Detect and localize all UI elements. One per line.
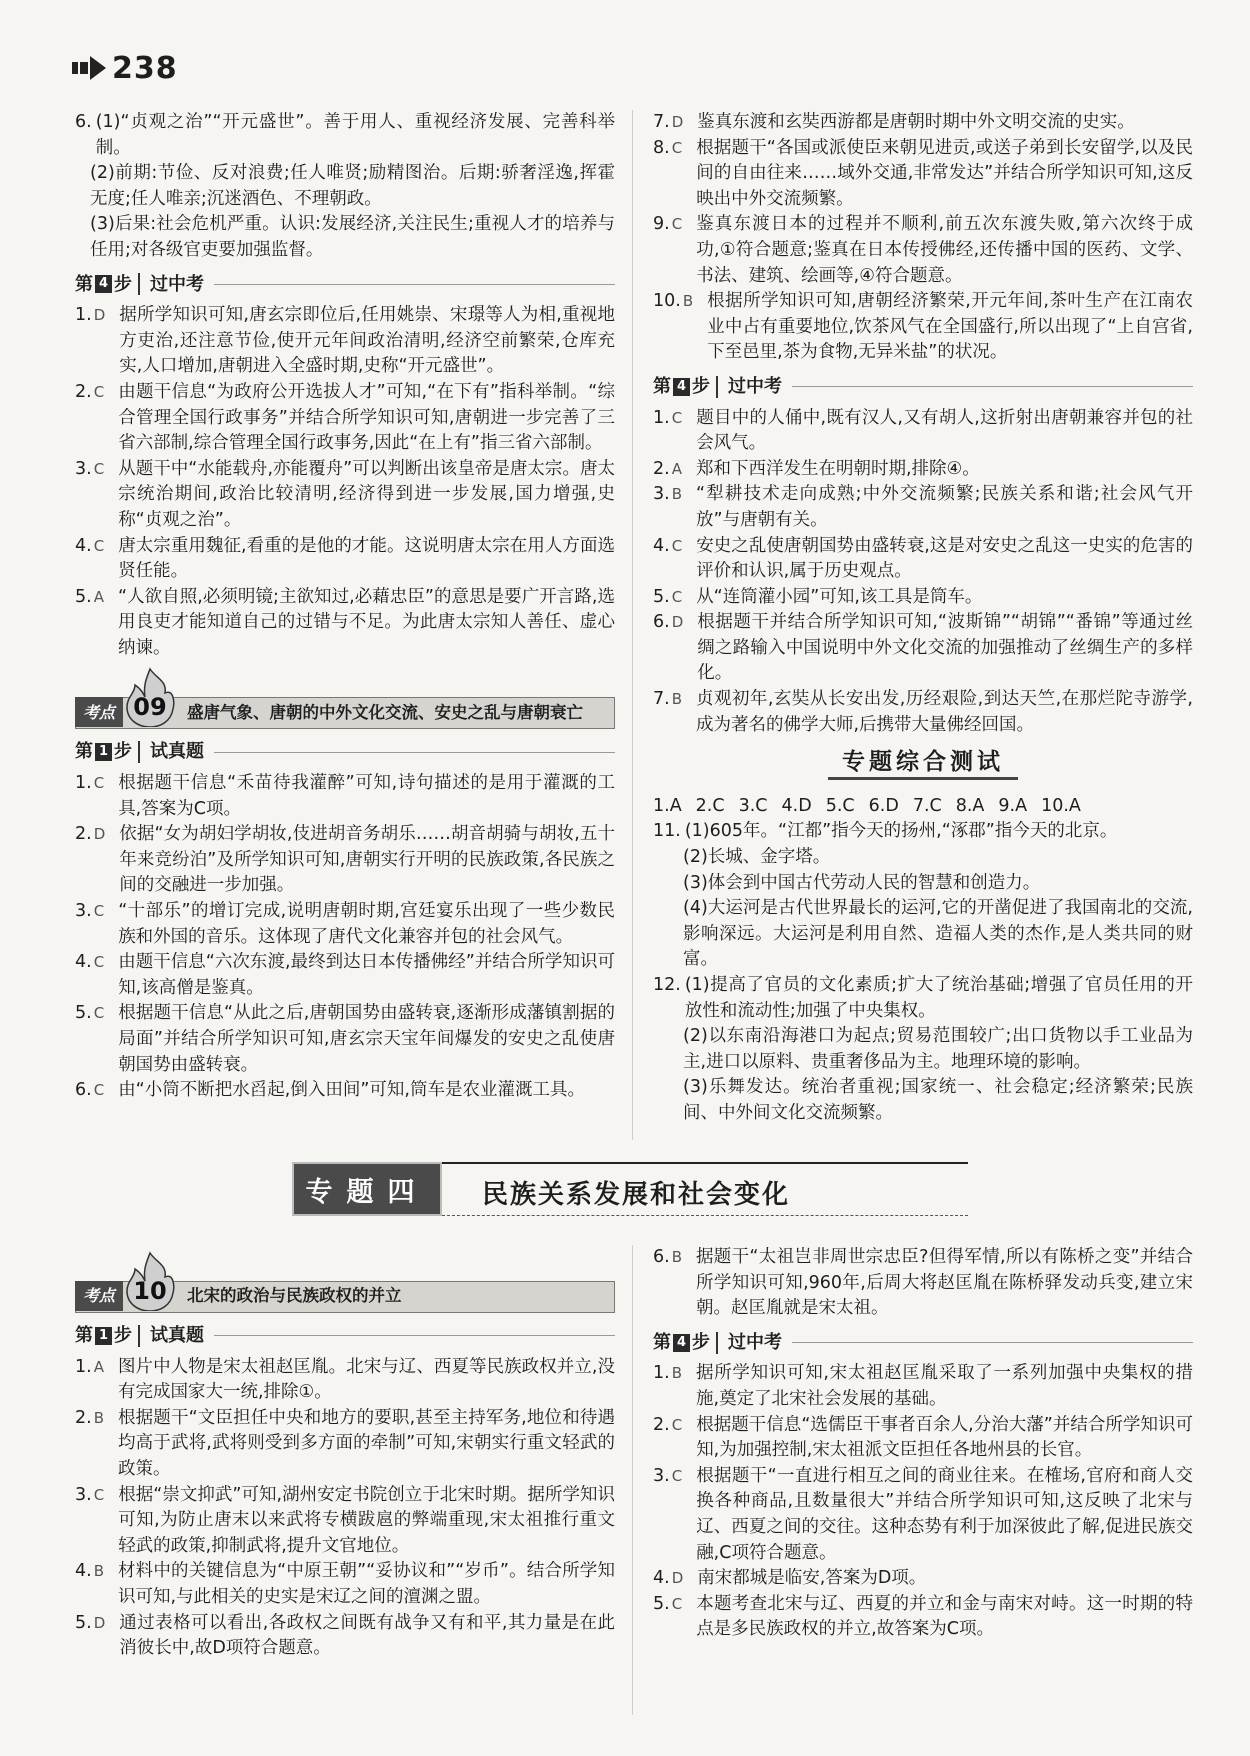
item-answer: A [93,587,104,606]
item-text: 依据“女为胡妇学胡妆,伎进胡音务胡乐……胡音胡骑与胡妆,五十年来竞纷泊”及所学知识可知,唐朝实行开明的民族政策,各民族之间的交融进一步加强。 [119,824,615,896]
item-answer: C [671,215,683,234]
item-text: (2)前期:节俭、反对浪费;任人唯贤;励精图治。后期:骄奢淫逸,挥霍无度;任人唯亲;沉迷酒色、不理朝政。 [90,163,615,209]
item-number: 4. [75,535,92,556]
step-suffix: 步 [692,375,711,397]
divider [214,284,615,285]
step-suffix: 步 [114,741,133,763]
item-number: 3. [75,901,92,922]
answer-item [653,136,1193,213]
kaodian-number: 09 [133,693,167,722]
item-answer: C [93,774,105,793]
item-text: 材料中的关键信息为“中原王朝”“妥协议和”“岁币”。结合所学知识可知,与此相关的史实是宋辽之间的澶渊之盟。 [118,1561,615,1607]
item-number: 4. [653,1568,670,1589]
answer-key: 9.A [998,795,1028,816]
answer-item [75,303,615,380]
item-number: 3. [75,458,92,479]
item-text: 根据题干信息“选儒臣干事者百余人,分治大藩”并结合所学知识可知,为加强控制,宋太祖派文臣担任各地州县的长官。 [696,1414,1193,1461]
divider [442,1215,968,1216]
answer-item [75,110,615,161]
answer-item [75,1611,615,1662]
item-number: 5. [653,1593,670,1614]
step-number: 1 [95,1327,112,1345]
item-number: 2. [75,1407,92,1428]
item-text: 唐太宗重用魏征,看重的是他的才能。这说明唐太宗在用人方面选贤任能。 [118,535,615,582]
kaodian-title: 北宋的政治与民族政权的并立 [187,1286,402,1306]
arrow-icon [72,56,106,80]
item-text: (3)体会到中国古代劳动人民的智慧和创造力。 [683,872,1041,893]
item-number: 4. [653,535,670,556]
divider [138,273,140,295]
right-column-bottom [653,1245,1193,1643]
item-text: 图片中人物是宋太祖赵匡胤。北宋与辽、西夏等民族政权并立,没有完成国家大一统,排除①。 [117,1356,615,1403]
item-number: 6. [75,112,92,132]
step-header [653,1330,1193,1356]
answer-item [653,973,1193,1024]
item-answer: C [671,138,683,157]
column-divider [632,110,633,1140]
answer-key: 6.D [868,795,899,816]
step-prefix: 第 [653,375,671,397]
right-column-top [653,110,1193,1127]
item-text: 根据题干并结合所学知识可知,“波斯锦”“胡锦”“番锦”等通过丝绸之路输入中国说明中外文化交流的加强推动了丝绸生产的多样化。 [697,612,1193,684]
item-number: 7. [653,689,670,710]
kaodian-number: 10 [133,1277,167,1305]
item-answer: B [93,1408,104,1427]
item-text: (1)“贞观之治”“开元盛世”。善于用人、重视经济发展、完善科举制。 [95,112,615,158]
answer-key-row [653,794,1193,820]
item-text: 安史之乱使唐朝国势由盛转衰,这是对安史之乱这一史实的危害的评价和认识,属于历史观点。 [696,535,1193,582]
answer-item [75,1078,615,1104]
item-text: (2)长城、金字塔。 [683,847,831,868]
kaodian-label: 考点 [75,1281,123,1311]
item-answer: C [671,536,683,555]
step-label: 过中考 [728,1331,783,1353]
item-answer: C [671,1466,683,1485]
item-number: 1. [653,1363,670,1384]
item-answer: D [671,113,684,131]
item-text: 贞观初年,玄奘从长安出发,历经艰险,到达天竺,在那烂陀寺游学,成为著名的佛学大师,后携带大量佛经回国。 [696,689,1193,735]
answer-item [653,610,1193,687]
item-number: 3. [75,1484,92,1505]
item-text: (3)后果:社会危机严重。认识:发展经济,关注民生;重视人才的培养与任用;对各级官吏要加强监督。 [90,214,615,260]
answer-item [75,899,615,950]
item-answer: C [93,902,105,921]
answer-item [75,1559,615,1610]
item-text: 郑和下西洋发生在明朝时期,排除④。 [695,458,980,479]
kaodian-label: 考点 [75,697,123,727]
divider [792,386,1193,387]
answer-item [75,950,615,1001]
answer-item [653,457,1193,483]
page-number-block [72,48,178,88]
item-answer: B [671,1248,682,1266]
answer-item [653,534,1193,585]
answer-item [75,380,615,457]
item-text: 根据“崇文抑武”可知,湖州安定书院创立于北宋时期。据所学知识可知,为防止唐末以来武将专横跋扈的弊端重现,宋太祖推行重文轻武的政策,抑制武将,提升文官地位。 [118,1484,615,1556]
item-answer: C [671,408,683,427]
item-answer: D [93,306,106,325]
item-text: 由题干信息“六次东渡,最终到达日本传播佛经”并结合所学知识可知,该高僧是鉴真。 [118,952,615,998]
step-prefix: 第 [75,741,93,763]
left-column-top [75,110,615,1104]
item-number: 5. [75,1612,92,1633]
divider [214,1335,615,1336]
item-text: “十部乐”的增订完成,说明唐朝时期,宫廷宴乐出现了一些少数民族和外国的音乐。这体现了唐代文化兼容并包的社会风气。 [118,901,615,947]
item-number: 1. [75,1356,92,1377]
item-answer: B [93,1562,104,1581]
answer-item [653,585,1193,611]
answer-key: 5.C [825,795,855,816]
column-divider [632,1245,633,1715]
answer-item [653,1566,1193,1592]
answer-item [75,771,615,822]
item-answer: B [671,485,682,504]
step-number: 1 [95,743,112,761]
item-answer: C [93,1004,105,1023]
item-text: 据所学知识可知,唐玄宗即位后,任用姚崇、宋璟等人为相,重视地方吏治,还注意节俭,使开元年间政治清明,经济空前繁荣,仓库充实,人口增加,唐朝进入全盛时期,史称“开元盛世”。 [119,305,615,377]
answer-item [653,482,1193,533]
page-number: 238 [112,50,178,86]
item-text: 南宋都城是临安,答案为D项。 [697,1568,927,1589]
step-prefix: 第 [75,1325,93,1346]
item-answer: C [93,1485,105,1504]
item-answer: D [93,825,106,844]
step-number: 4 [95,275,112,293]
item-number: 5. [75,1003,92,1024]
topic-banner [292,1148,968,1218]
answer-item [653,212,1193,289]
answer-item [653,687,1193,738]
answer-item [75,534,615,585]
answer-key: 7.C [912,795,942,816]
item-number: 1. [653,407,670,428]
step-prefix: 第 [653,1331,671,1353]
kaodian-title: 盛唐气象、唐朝的中外文化交流、安史之乱与唐朝衰亡 [187,702,583,722]
item-answer: C [93,1081,105,1100]
answer-item [653,1464,1193,1566]
item-text: (4)大运河是古代世界最长的运河,它的开凿促进了我国南北的交流,影响深远。大运河是利用自然、造福人类的杰作,是人类共同的财富。 [683,898,1193,970]
step-header [75,272,615,298]
item-answer: C [93,459,105,478]
divider [716,1332,718,1354]
answer-item [653,1245,1193,1322]
item-number: 2. [75,824,92,845]
answer-key: 10.A [1041,795,1081,816]
item-number: 11. [653,821,681,842]
item-number: 3. [653,484,670,505]
step-suffix: 步 [114,273,133,295]
item-number: 2. [653,1414,670,1435]
step-number: 4 [673,378,690,396]
item-answer: A [671,459,682,478]
item-number: 8. [653,137,670,158]
answer-key: 1.A [653,795,682,816]
step-header [75,1323,615,1349]
item-answer: B [671,1364,682,1383]
step-label: 试真题 [150,741,205,763]
kaodian-banner [75,1249,615,1315]
step-header [75,739,615,765]
item-answer: B [682,292,694,311]
answer-item [75,822,615,899]
answer-item [653,1592,1193,1643]
item-text: 由“小筒不断把水舀起,倒入田间”可知,筒车是农业灌溉工具。 [118,1080,585,1101]
item-text: 题目中的人俑中,既有汉人,又有胡人,这折射出唐朝兼容并包的社会风气。 [696,407,1193,454]
item-text: “犁耕技术走向成熟;中外交流频繁;民族关系和谐;社会风气开放”与唐朝有关。 [696,484,1193,530]
item-number: 9. [653,214,670,235]
item-text: 从题干中“水能载舟,亦能覆舟”可以判断出该皇帝是唐太宗。唐太宗统治期间,政治比较清明,经济得到进一步发展,国力增强,史称“贞观之治”。 [118,458,615,530]
answer-item [653,406,1193,457]
item-number: 5. [75,586,92,607]
item-text: 根据题干“文臣担任中央和地方的要职,甚至主持军务,地位和待遇均高于武将,武将则受到多方面的牵制”可知,宋朝实行重文轻武的政策。 [118,1407,615,1479]
item-text: 根据题干信息“禾苗待我灌醉”可知,诗句描述的是用于灌溉的工具,答案为C项。 [118,773,615,819]
divider [214,752,615,753]
answer-item [653,110,1193,136]
answer-key: 8.A [955,795,985,816]
section-heading [653,750,1193,778]
item-answer: A [93,1357,104,1376]
item-number: 2. [653,458,670,479]
step-suffix: 步 [114,1325,133,1346]
item-text: 从“连筒灌小园”可知,该工具是筒车。 [696,586,983,607]
answer-item [75,1355,615,1406]
item-answer: D [93,1613,106,1632]
item-text: 据题干“太祖岂非周世宗忠臣?但得军情,所以有陈桥之变”并结合所学知识可知,960年,后周大将赵匡胤在陈桥驿发动兵变,建立宋朝。赵匡胤就是宋太祖。 [696,1247,1193,1319]
topic-title: 民族关系发展和社会变化 [482,1180,791,1210]
section-heading-text: 专题综合测试 [828,749,1018,780]
item-answer: C [671,1415,683,1434]
item-text: 鉴真东渡日本的过程并不顺利,前五次东渡失败,第六次终于成功,①符合题意;鉴真在日本传授佛经,还传播中国的医药、文学、书法、建筑、绘画等,④符合题意。 [696,214,1193,286]
answer-item [75,585,615,662]
answer-item [653,289,1193,366]
answer-item [75,1001,615,1078]
item-answer: C [93,382,105,401]
step-suffix: 步 [692,1331,711,1353]
item-text: (1)605年。“江都”指今天的扬州,“涿郡”指今天的北京。 [684,821,1118,842]
item-number: 12. [653,975,681,995]
answer-item [75,457,615,534]
item-answer: C [93,953,105,972]
item-answer: C [671,1594,683,1613]
answer-item [75,1406,615,1483]
item-number: 4. [75,1561,92,1582]
item-text: 本题考查北宋与辽、西夏的并立和金与南宋对峙。这一时期的特点是多民族政权的并立,故答案为C项。 [696,1593,1193,1640]
divider [792,1342,1193,1343]
item-text: 根据题干“各国或派使臣来朝见进贡,或送子弟到长安留学,以及民间的自由往来……域外交通,非常发达”并结合所学知识可知,这反映出中外交流频繁。 [696,137,1193,209]
kaodian-banner [75,665,615,731]
item-answer: B [671,690,682,709]
item-number: 6. [653,612,670,633]
divider [442,1162,968,1164]
item-text: 由题干信息“为政府公开选拔人才”可知,“在下有”指科举制。“综合管理全国行政事务”并结合所学知识可知,唐朝进一步完善了三省六部制,综合管理全国行政事务,因此“在上有”指三省六部制。 [118,381,615,454]
item-number: 6. [75,1080,92,1101]
item-number: 1. [75,773,92,794]
item-text: 鉴真东渡和玄奘西游都是唐朝时期中外文明交流的史实。 [697,112,1135,132]
answer-key: 2.C [695,795,725,816]
item-text: (1)提高了官员的文化素质;扩大了统治基础;增强了官员任用的开放性和流动性;加强了中央集权。 [684,975,1193,1021]
item-answer: D [671,613,684,632]
item-text: 根据题干信息“从此之后,唐朝国势由盛转衰,逐渐形成藩镇割据的局面”并结合所学知识可知,唐玄宗天宝年间爆发的安史之乱使唐朝国势由盛转衰。 [118,1003,615,1075]
answer-key: 4.D [781,795,812,816]
divider [716,376,718,398]
answer-item [653,1361,1193,1412]
item-number: 7. [653,112,670,132]
divider [138,741,140,763]
item-number: 3. [653,1465,670,1486]
step-header [653,374,1193,400]
item-number: 10. [653,291,681,312]
answer-item [75,1483,615,1560]
item-number: 5. [653,586,670,607]
divider [138,1325,140,1347]
answer-item [653,1413,1193,1464]
answer-item [653,819,1193,845]
item-text: (2)以东南沿海港口为起点;贸易范围较广;出口货物以手工业品为主,进口以原料、贵重奢侈品为主。地理环境的影响。 [683,1026,1193,1072]
step-label: 试真题 [150,1325,205,1346]
item-number: 1. [75,305,92,326]
left-column-bottom [75,1245,615,1662]
answer-key: 3.C [738,795,768,816]
item-text: 根据题干“一直进行相互之间的商业往来。在榷场,官府和商人交换各种商品,且数量很大”并结合所学知识可知,这反映了北宋与辽、西夏之间的交往。这种态势有利于加深彼此了解,促进民族交融,C项符合题意。 [696,1465,1193,1563]
item-text: “人欲自照,必须明镜;主欲知过,必藉忠臣”的意思是要广开言路,选用良吏才能知道自己的过错与不足。为此唐太宗知人善任、虚心纳谏。 [117,586,615,658]
item-number: 6. [653,1247,670,1267]
topic-label: 专题四 [292,1162,442,1216]
item-answer: D [671,1569,684,1588]
step-label: 过中考 [150,273,205,295]
item-answer: C [93,536,105,555]
step-prefix: 第 [75,273,93,295]
item-text: (3)乐舞发达。统治者重视;国家统一、社会稳定;经济繁荣;民族间、中外间文化交流频繁。 [683,1077,1193,1123]
item-answer: C [671,587,683,606]
item-number: 2. [75,381,92,402]
step-number: 4 [673,1334,690,1352]
item-text: 根据所学知识可知,唐朝经济繁荣,开元年间,茶叶生产在江南农业中占有重要地位,饮茶风气在全国盛行,所以出现了“上自宫省,下至邑里,茶为食物,无异米盐”的状况。 [707,291,1193,363]
item-text: 通过表格可以看出,各政权之间既有战争又有和平,其力量是在此消彼长中,故D项符合题意。 [119,1612,615,1659]
item-number: 4. [75,952,92,973]
item-text: 据所学知识可知,宋太祖赵匡胤采取了一系列加强中央集权的措施,奠定了北宋社会发展的基础。 [696,1363,1193,1409]
step-label: 过中考 [728,375,783,397]
